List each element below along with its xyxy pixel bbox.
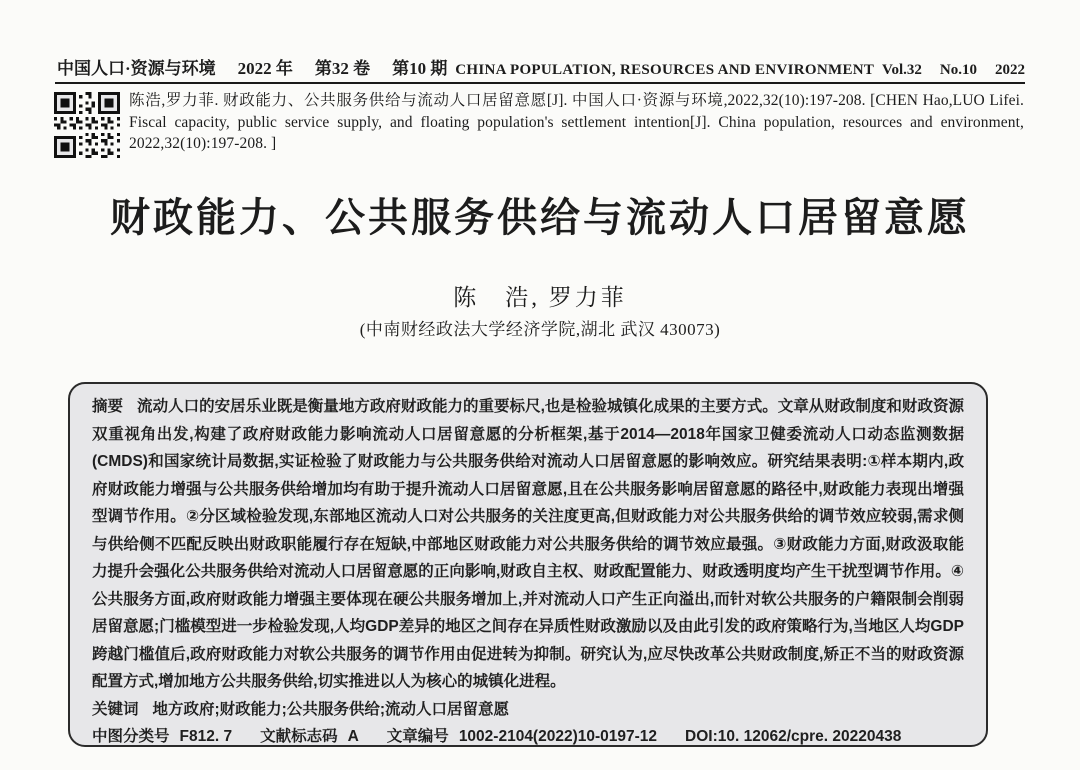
clc-label: 中图分类号 xyxy=(92,728,170,745)
journal-year-en: 2022 xyxy=(995,62,1025,78)
doc-code-label: 文献标志码 xyxy=(260,728,338,745)
journal-issue-cn: 第10 期 xyxy=(392,59,448,78)
doi xyxy=(685,723,929,751)
clc-value: F812. 7 xyxy=(179,728,233,745)
article-number-label: 文章编号 xyxy=(386,728,449,745)
journal-issue-en: No.10 xyxy=(939,62,977,78)
article-title: 财政能力、公共服务供给与流动人口居留意愿 xyxy=(110,195,970,240)
journal-volume-en: Vol.32 xyxy=(882,62,922,78)
affiliation: (中南财经政法大学经济学院,湖北 武汉 430073) xyxy=(359,320,721,339)
keywords-text: 地方政府;财政能力;公共服务供给;流动人口居留意愿 xyxy=(152,700,510,718)
journal-header-cn xyxy=(57,54,447,79)
abstract-paragraph xyxy=(92,393,964,696)
qr-code xyxy=(54,92,120,158)
abstract-text: 流动人口的安居乐业既是衡量地方政府财政能力的重要标尺,也是检验城镇化成果的主要方式。文章从财政制度和财政资源双重视角出发,构建了政府财政能力影响流动人口居留意愿的分析框架,基于2014—2018年国家卫健委流动人口动态监测数据(CMDS)和国家统计局数据,实证检验了财政能力与公共服务供给对流动人口居留意愿的影响效应。研究结果表明:①样本期内,政府财政能力增强与公共服务供给增加均有助于提升流动人口居留意愿,且在公共服务影响居留意愿的路径中,财政能力表现出增强型调节作用。②分区域检验发现,东部地区流动人口对公共服务的关注度更高,但财政能力对公共服务供给的调节效应较弱,需求侧与供给侧不匹配反映出财政职能履行存在短缺,中部地区财政能力对公共服务供给的调节效应最强。③财政能力方面,财政汲取能力提升会强化公共服务供给对流动人口居留意愿的正向影响,财政自主权、财政配置能力、财政透明度均产生干扰型调节作用。④公共服务方面,政府财政能力增强主要体现在硬公共服务增加上,并对流动人口产生正向溢出,而针对软公共服务的户籍限制会削弱居留意愿;门槛模型进一步检验发现,人均GDP差异的地区之间存在异质性财政激励以及由此引发的政府策略行为,当地区人均GDP跨越门槛值后,政府财政能力对软公共服务的调节作用由促进转为抑制。研究认为,应尽快改革公共财政制度,矫正不当的财政资源配置方式,增加地方公共服务供给,切实推进以人为核心的城镇化进程。 xyxy=(92,398,964,690)
journal-volume-cn: 第32 卷 xyxy=(314,59,371,78)
doc-code-value: A xyxy=(347,728,359,745)
citation-block xyxy=(54,90,1024,158)
doi-label: DOI: xyxy=(685,728,718,745)
abstract-box xyxy=(68,382,988,747)
abstract-label: 摘要 xyxy=(92,398,124,415)
doi-value: 10. 12062/cpre. 20220438 xyxy=(717,728,902,745)
journal-header xyxy=(57,54,1025,79)
keywords-label: 关键词 xyxy=(92,700,139,718)
journal-name-en: CHINA POPULATION, RESOURCES AND ENVIRONMENT xyxy=(455,62,875,78)
article-number-value: 1002-2104(2022)10-0197-12 xyxy=(458,728,658,745)
authors: 陈 浩, 罗力菲 xyxy=(453,285,627,310)
header-rule xyxy=(55,82,1025,84)
journal-name-cn: 中国人口·资源与环境 xyxy=(57,59,216,78)
journal-year-cn: 2022 年 xyxy=(237,59,293,78)
meta-line xyxy=(92,723,964,751)
journal-header-en xyxy=(882,62,1025,79)
keywords-line xyxy=(92,696,964,724)
citation-text: 陈浩,罗力菲. 财政能力、公共服务供给与流动人口居留意愿[J]. 中国人口·资源与环境,2022,32(10):197-208. [CHEN Hao,LUO Lifei. Fiscal capacity, public service supply, and floating population's settlement intention[J]. China population, resources and environment, 2022,32(10):197-208. ] xyxy=(129,92,1024,152)
